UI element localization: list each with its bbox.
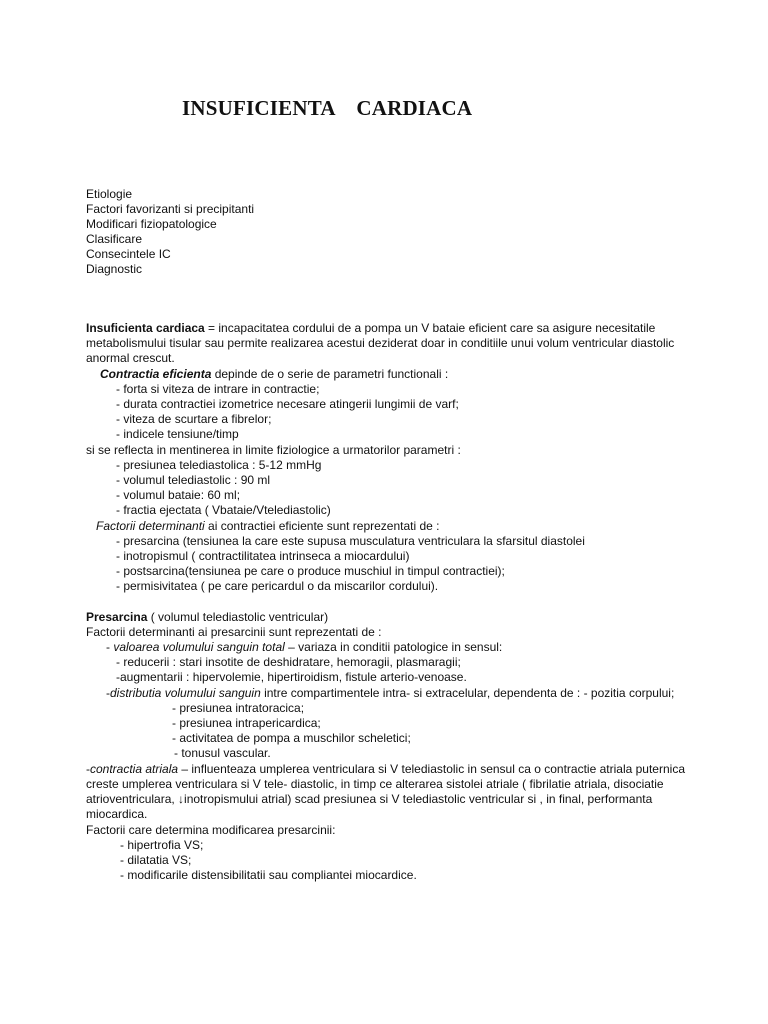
toc-item: Modificari fiziopatologice bbox=[86, 217, 217, 231]
atriala-rest: – influenteaza umplerea ventriculara si V telediastolic in sensul ca o contractie atriala puternica bbox=[178, 761, 685, 776]
atriala-line: miocardica. bbox=[86, 807, 148, 822]
document-title: INSUFICIENTA CARDIACA bbox=[182, 96, 473, 120]
definition-line: anormal crescut. bbox=[86, 351, 175, 366]
distributia-rest: intre compartimentele intra- si extracelular, dependenta de : - pozitia corpului; bbox=[260, 685, 675, 700]
contractia-heading bbox=[86, 367, 716, 382]
distributia-item: - presiunea intrapericardica; bbox=[172, 716, 321, 731]
contractia-intro: depinde de o serie de parametri functionali : bbox=[211, 366, 449, 381]
definition-line bbox=[86, 321, 716, 336]
factor-item: - permisivitatea ( pe care pericardul o da miscarilor cordului). bbox=[116, 579, 439, 594]
toc-item: Factori favorizanti si precipitanti bbox=[86, 202, 255, 216]
atriala-line: atrioventriculara, ↓inotropismului atrial) scad presiunea si V telediastolic ventricular si , in final, performanta bbox=[86, 792, 653, 807]
presarcina-intro: Factorii determinanti ai presarcinii sunt reprezentati de : bbox=[86, 624, 382, 639]
modificare-item: - modificarile distensibilitatii sau compliantei miocardice. bbox=[120, 868, 417, 883]
distributia-item: - activitatea de pompa a muschilor scheletici; bbox=[172, 731, 411, 746]
value-item: - volumul bataie: 60 ml; bbox=[116, 488, 241, 503]
valoarea-term: valoarea volumului sanguin total bbox=[113, 640, 285, 655]
distributia-item: - presiunea intratoracica; bbox=[172, 700, 305, 715]
atriala-prefix: - bbox=[86, 761, 90, 776]
distributia-prefix: - bbox=[106, 685, 110, 700]
document-body bbox=[86, 321, 716, 883]
distributia-item: - tonusul vascular. bbox=[174, 746, 271, 761]
atriala-term: contractia atriala bbox=[90, 761, 179, 776]
factorii-intro: ai contractiei eficiente sunt reprezentati de : bbox=[204, 518, 440, 533]
toc-item: Etiologie bbox=[86, 187, 133, 201]
augmentarii-line: -augmentarii : hipervolemie, hipertiroidism, fistule arterio-venoase. bbox=[116, 670, 467, 685]
valoarea-prefix: - bbox=[106, 640, 114, 655]
param-item: - indicele tensiune/timp bbox=[116, 427, 239, 442]
value-item: - volumul telediastolic : 90 ml bbox=[116, 473, 271, 488]
toc-item: Clasificare bbox=[86, 232, 143, 246]
factor-item: - postsarcina(tensiunea pe care o produce muschiul in timpul contractiei); bbox=[116, 564, 505, 579]
contractia-term: Contractia eficienta bbox=[100, 366, 212, 381]
valoarea-rest: – variaza in conditii patologice in sensul: bbox=[284, 640, 503, 655]
factor-item: - presarcina (tensiunea la care este supusa musculatura ventriculara la sfarsitul diastolei bbox=[116, 533, 585, 548]
reflecta-line: si se reflecta in mentinerea in limite fiziologice a urmatorilor parametri : bbox=[86, 442, 461, 457]
modificare-item: - hipertrofia VS; bbox=[120, 837, 204, 852]
value-item: - fractia ejectata ( Vbataie/Vtelediastolic) bbox=[116, 503, 331, 518]
definition-line: metabolismului tisular sau permite realizarea acestui deziderat doar in conditiile unui volum ventricular diastolic bbox=[86, 336, 675, 351]
presarcina-term: Presarcina bbox=[86, 609, 148, 624]
atriala-line bbox=[86, 762, 716, 777]
distributia-term: distributia volumului sanguin bbox=[110, 685, 261, 700]
table-of-contents bbox=[86, 187, 254, 277]
presarcina-sub: ( volumul telediastolic ventricular) bbox=[147, 609, 329, 624]
presarcina-heading bbox=[86, 610, 716, 625]
modificare-intro: Factorii care determina modificarea presarcinii: bbox=[86, 822, 336, 837]
value-item: - presiunea telediastolica : 5-12 mmHg bbox=[116, 457, 322, 472]
factor-item: - inotropismul ( contractilitatea intrinseca a miocardului) bbox=[116, 549, 410, 564]
factorii-term: Factorii determinanti bbox=[96, 518, 205, 533]
modificare-item: - dilatatia VS; bbox=[120, 852, 192, 867]
paragraph-gap bbox=[86, 595, 716, 610]
toc-item: Consecintele IC bbox=[86, 247, 171, 261]
param-item: - durata contractiei izometrice necesare atingerii lungimii de varf; bbox=[116, 397, 459, 412]
reducerii-line: - reducerii : stari insotite de deshidratare, hemoragii, plasmaragii; bbox=[116, 655, 461, 670]
valoarea-line bbox=[86, 640, 716, 655]
param-item: - forta si viteza de intrare in contractie; bbox=[116, 381, 320, 396]
factorii-heading bbox=[86, 519, 716, 534]
toc-item: Diagnostic bbox=[86, 262, 143, 276]
definition-term: Insuficienta cardiaca bbox=[86, 321, 205, 335]
atriala-line: creste umplerea ventriculara si V tele- diastolic, in timp ce alterarea sistolei atriale ( fibrilatie atriala, disociatie bbox=[86, 776, 664, 791]
definition-text: = incapacitatea cordului de a pompa un V bataie eficient care sa asigure necesitatile bbox=[204, 321, 656, 335]
distributia-line bbox=[86, 686, 716, 701]
param-item: - viteza de scurtare a fibrelor; bbox=[116, 412, 272, 427]
